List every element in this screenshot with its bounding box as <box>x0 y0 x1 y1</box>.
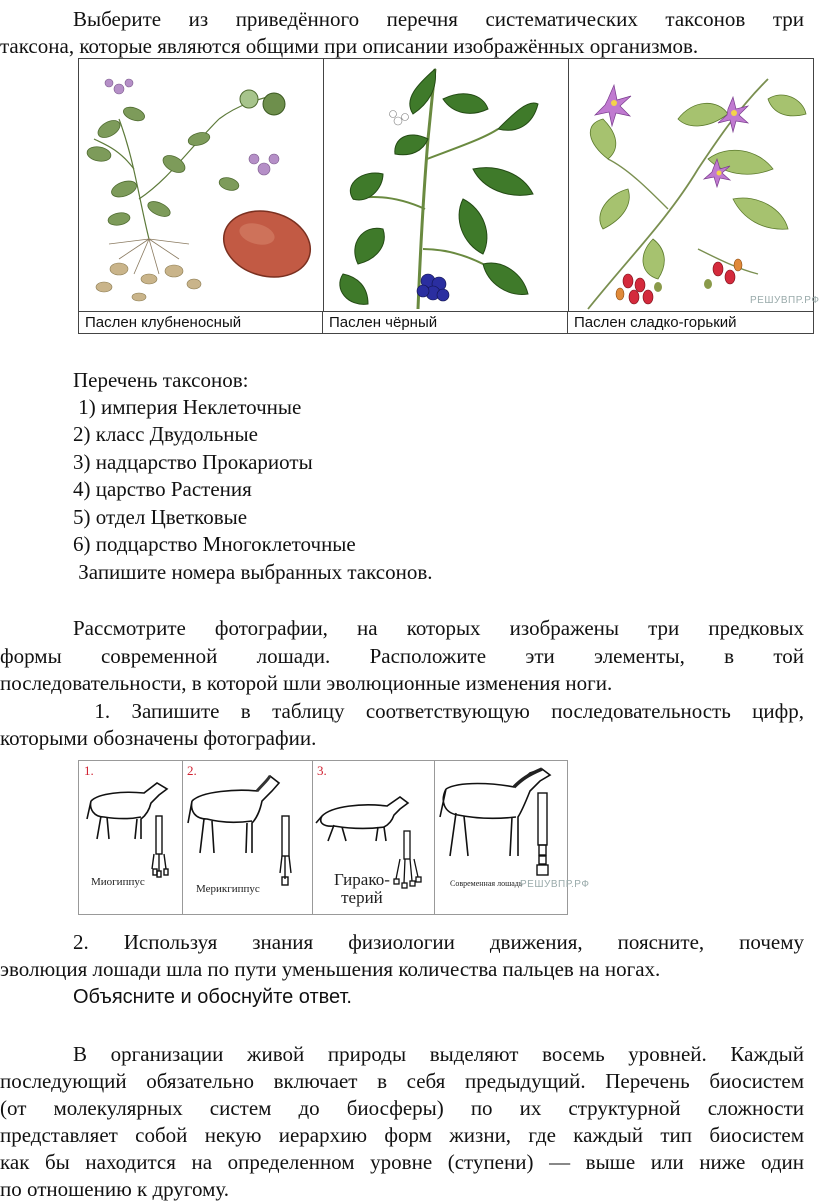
task1-line1: Выберите из приведённого перечня систематических таксонов три <box>73 7 804 31</box>
task2-line2: формы современной лошади. Расположите эти элементы, в той <box>0 644 804 668</box>
caption-black-nightshade: Паслен чёрный <box>323 312 568 334</box>
plant-image-bittersweet-nightshade <box>568 59 819 311</box>
horse-name-2: Мерикгиппус <box>196 883 260 895</box>
task3-line4: представляет собой некую иерархию форм жизни, где каждый тип биосистем <box>0 1123 804 1147</box>
task2-explain: Объясните и обоснуйте ответ. <box>73 986 352 1008</box>
horse-cell-4 <box>434 761 590 914</box>
horse-cell-3 <box>312 761 435 914</box>
task3-line2: последующий обязательно включает в себя предыдущий. Перечень биосистем <box>0 1069 804 1093</box>
taxa-item-3: 3) надцарство Прокариоты <box>73 450 313 474</box>
taxa-item-4: 4) царство Растения <box>73 477 252 501</box>
taxa-item-6: 6) подцарство Многоклеточные <box>73 532 356 556</box>
task2-line3: последовательности, в которой шли эволюционные изменения ноги. <box>0 671 613 695</box>
watermark: РЕШУВПР.РФ <box>520 879 590 890</box>
plant-captions-row <box>79 311 813 334</box>
taxa-item-2: 2) класс Двудольные <box>73 422 258 446</box>
task3-line1: В организации живой природы выделяют восемь уровней. Каждый <box>73 1042 804 1066</box>
task2-q2-line1: 2. Используя знания физиологии движения, поясните, почему <box>73 930 804 954</box>
taxa-list-title: Перечень таксонов: <box>73 368 249 392</box>
task2-q1-line1: 1. Запишите в таблицу соответствующую последовательность цифр, <box>73 699 804 723</box>
horse-number-2: 2. <box>187 763 197 778</box>
task3-line6: по отношению к другому. <box>0 1177 230 1201</box>
plant-image-black-nightshade <box>323 59 569 311</box>
taxa-item-1: 1) империя Неклеточные <box>73 395 302 419</box>
task2-line1: Рассмотрите фотографии, на которых изображены три предковых <box>73 616 804 640</box>
horse-name-3: Гирако- терий <box>334 870 390 907</box>
caption-bittersweet: Паслен сладко-горький <box>574 314 737 331</box>
watermark: РЕШУВПР.РФ <box>750 295 819 306</box>
taxa-item-5: 5) отдел Цветковые <box>73 505 248 529</box>
horse-name-4: Современная лошадь <box>450 879 523 888</box>
horse-figure-table <box>78 760 590 915</box>
horse-name-1: Миогиппус <box>91 876 145 888</box>
task1-instruction: Запишите номера выбранных таксонов. <box>73 560 433 584</box>
plant-image-potato <box>79 59 324 311</box>
task2-q2-line2: эволюция лошади шла по пути уменьшения количества пальцев на ногах. <box>0 957 661 981</box>
horse-cell-1 <box>79 761 183 914</box>
horse-number-1: 1. <box>84 763 94 778</box>
horse-number-3: 3. <box>317 763 327 778</box>
caption-potato: Паслен клубненосный <box>79 312 323 334</box>
horse-cell-2 <box>182 761 313 914</box>
task2-q1-line2: которыми обозначены фотографии. <box>0 726 317 750</box>
plant-figure-table <box>78 58 819 334</box>
task1-line2: таксона, которые являются общими при описании изображённых организмов. <box>0 34 699 58</box>
task3-line5: как бы находится на определенном уровне (ступени) — выше или ниже один <box>0 1150 804 1174</box>
task3-line3: (от молекулярных систем до биосферы) по их структурной сложности <box>0 1096 804 1120</box>
